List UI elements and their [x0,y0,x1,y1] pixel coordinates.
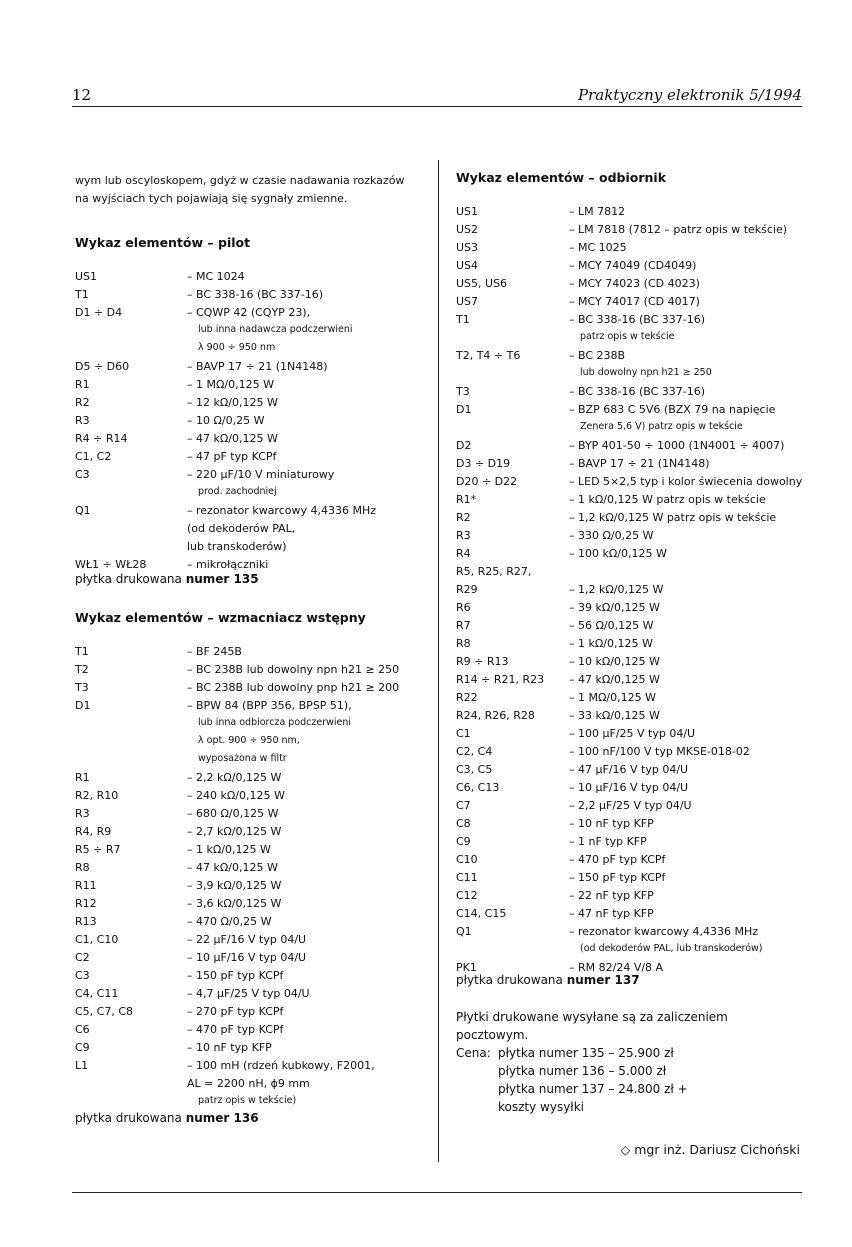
part-value: – 2,2 μF/25 V typ 04/U [569,799,692,812]
parts-row [75,861,435,879]
part-designator: C3 [75,969,90,982]
parts-row [75,378,435,396]
parts-row [456,727,826,745]
part-value: (od dekoderów PAL, lub transkoderów) [580,943,763,954]
part-designator: C1 [456,727,471,740]
part-designator: R12 [75,897,97,910]
parts-row [456,943,826,961]
part-value: – 470 pF typ KCPf [187,1023,284,1036]
part-value: – 1,2 kΩ/0,125 W patrz opis w tekście [569,511,777,524]
part-value: – MCY 74017 (CD 4017) [569,295,700,308]
part-value: Zenera 5,6 V) patrz opis w tekście [580,421,743,432]
part-designator: R4 ÷ R14 [75,432,128,445]
part-designator: R2 [456,511,471,524]
part-value: λ 900 ÷ 950 nm [198,342,276,353]
parts-row [75,753,435,771]
parts-row [75,432,435,450]
parts-row [456,745,826,763]
part-designator: R7 [456,619,471,632]
part-value: – 4,7 μF/25 V typ 04/U [187,987,310,1000]
parts-row [456,619,826,637]
part-designator: R1* [456,493,477,506]
preamp-parts-list [75,645,435,1113]
part-designator: R5 ÷ R7 [75,843,121,856]
parts-row [456,925,826,943]
part-designator: C12 [456,889,478,902]
part-designator: R14 ÷ R21, R23 [456,673,545,686]
part-designator: R6 [456,601,471,614]
part-value: – BF 245B [187,645,242,658]
part-designator: C9 [456,835,471,848]
part-designator: D1 [75,699,91,712]
part-designator: C11 [456,871,478,884]
parts-row [456,439,826,457]
part-value: – 47 kΩ/0,125 W [187,861,278,874]
part-value: – 47 kΩ/0,125 W [187,432,278,445]
parts-row [75,288,435,306]
price-2: płytka numer 136 – 5.000 zł [498,1064,667,1078]
part-value: – BC 338-16 (BC 337-16) [569,385,706,398]
parts-row [75,324,435,342]
part-designator: R5, R25, R27, [456,565,532,578]
part-designator: R2 [75,396,90,409]
part-value: – 1 nF typ KFP [569,835,647,848]
parts-row [456,763,826,781]
part-value: – 1 kΩ/0,125 W patrz opis w tekście [569,493,766,506]
parts-row [75,1023,435,1041]
parts-row [456,673,826,691]
part-designator: C9 [75,1041,90,1054]
parts-row [75,969,435,987]
part-designator: C6, C13 [456,781,500,794]
parts-row [75,522,435,540]
parts-row [75,789,435,807]
part-designator: US1 [456,205,479,218]
part-value: – LM 7818 (7812 – patrz opis w tekście) [569,223,788,236]
part-value: – 220 μF/10 V miniaturowy [187,468,335,481]
part-designator: D1 ÷ D4 [75,306,123,319]
parts-row [75,843,435,861]
parts-row [456,691,826,709]
part-value: – BC 238B lub dowolny pnp h21 ≥ 200 [187,681,400,694]
part-designator: US1 [75,270,98,283]
part-value: – 10 Ω/0,25 W [187,414,265,427]
parts-row [456,421,826,439]
part-value: – MC 1025 [569,241,627,254]
part-value: patrz opis w tekście [580,331,675,342]
pilot-board: płytka drukowana numer 135 [75,572,259,586]
part-designator: R4 [456,547,471,560]
part-designator: L1 [75,1059,89,1072]
part-value: – 1 MΩ/0,125 W [569,691,656,704]
parts-row [456,367,826,385]
part-value: – 3,9 kΩ/0,125 W [187,879,282,892]
pilot-title: Wykaz elementów – pilot [75,235,251,250]
part-value: – 100 mH (rdzeń kubkowy, F2001, [187,1059,375,1072]
part-value: – 2,7 kΩ/0,125 W [187,825,282,838]
part-designator: US4 [456,259,479,272]
part-value: – RM 82/24 V/8 A [569,961,664,974]
receiver-board-number: numer 137 [566,973,640,987]
part-designator: D5 ÷ D60 [75,360,130,373]
parts-row [75,342,435,360]
header-rule [72,106,802,107]
part-designator: C1, C2 [75,450,112,463]
part-designator: C4, C11 [75,987,119,1000]
part-value: – BC 238B [569,349,626,362]
part-value: – rezonator kwarcowy 4,4336 MHz [569,925,759,938]
author-signature: ◇ mgr inż. Dariusz Cichoński [620,1142,800,1157]
part-designator: R22 [456,691,478,704]
part-value: – 10 μF/16 V typ 04/U [569,781,689,794]
parts-row [75,1041,435,1059]
parts-row [456,385,826,403]
part-value: – BAVP 17 ÷ 21 (1N4148) [569,457,710,470]
receiver-title: Wykaz elementów – odbiornik [456,170,667,185]
part-designator: US7 [456,295,479,308]
parts-row [456,799,826,817]
part-designator: R13 [75,915,97,928]
part-value: – BAVP 17 ÷ 21 (1N4148) [187,360,328,373]
part-designator: R11 [75,879,97,892]
part-value: – BC 338-16 (BC 337-16) [187,288,324,301]
part-value: – 330 Ω/0,25 W [569,529,654,542]
parts-row [75,414,435,432]
part-designator: C2 [75,951,90,964]
part-designator: C10 [456,853,478,866]
part-designator: T1 [75,645,89,658]
part-designator: R4, R9 [75,825,112,838]
part-designator: R24, R26, R28 [456,709,535,722]
parts-row [75,735,435,753]
part-value: lub inna odbiorcza podczerwieni [198,717,352,728]
shipping-note [456,1008,728,1114]
parts-row [456,907,826,925]
part-value: – 10 nF typ KFP [187,1041,272,1054]
parts-row [75,468,435,486]
part-designator: R29 [456,583,478,596]
part-designator: C8 [456,817,471,830]
part-designator: C7 [456,799,471,812]
parts-row [75,1005,435,1023]
part-value: – 470 Ω/0,25 W [187,915,272,928]
parts-row [456,223,826,241]
part-value: (od dekoderów PAL, [187,522,296,535]
part-value: – 270 pF typ KCPf [187,1005,284,1018]
parts-row [456,817,826,835]
parts-row [75,771,435,789]
part-designator: US3 [456,241,479,254]
parts-row [75,504,435,522]
parts-row [75,699,435,717]
parts-row [456,475,826,493]
part-designator: R3 [75,807,90,820]
part-designator: Q1 [456,925,472,938]
part-value: lub inna nadawcza podczerwieni [198,324,353,335]
parts-row [75,717,435,735]
part-designator: T2 [75,663,89,676]
part-value: – 240 kΩ/0,125 W [187,789,285,802]
part-value: prod. zachodniej [198,486,277,497]
part-value: – 150 pF typ KCPf [569,871,666,884]
parts-row [456,529,826,547]
parts-row [456,889,826,907]
part-value: – mikrołączniki [187,558,269,571]
part-value: – 2,2 kΩ/0,125 W [187,771,282,784]
part-value: – 1 MΩ/0,125 W [187,378,274,391]
part-designator: T2, T4 ÷ T6 [456,349,521,362]
journal-title: Praktyczny elektronik 5/1994 [578,86,802,104]
part-value: – 47 μF/16 V typ 04/U [569,763,689,776]
page-number: 12 [72,86,92,104]
preamp-board-number: numer 136 [185,1111,259,1125]
part-designator: R1 [75,771,90,784]
part-designator: T3 [75,681,89,694]
shipping-line-2: pocztowym. [456,1028,529,1042]
parts-row [456,583,826,601]
part-designator: C6 [75,1023,90,1036]
parts-row [75,681,435,699]
part-value: – MCY 74049 (CD4049) [569,259,697,272]
parts-row [456,835,826,853]
part-value: – CQWP 42 (CQYP 23), [187,306,311,319]
part-value: – 100 kΩ/0,125 W [569,547,667,560]
parts-row [75,486,435,504]
part-designator: R3 [75,414,90,427]
parts-row [75,663,435,681]
preamp-board: płytka drukowana numer 136 [75,1111,259,1125]
part-designator: C14, C15 [456,907,507,920]
part-value: – 470 pF typ KCPf [569,853,666,866]
price-row-2 [456,1062,728,1080]
parts-row [75,1059,435,1077]
part-designator: R3 [456,529,471,542]
parts-row [75,396,435,414]
part-value: – 56 Ω/0,125 W [569,619,654,632]
part-value: – 12 kΩ/0,125 W [187,396,278,409]
part-value: – 10 kΩ/0,125 W [569,655,660,668]
part-value: – BZP 683 C 5V6 (BZX 79 na napięcie [569,403,776,416]
parts-row [456,205,826,223]
parts-row [75,825,435,843]
price-3: płytka numer 137 – 24.800 zł + koszty wysyłki [498,1082,688,1114]
parts-row [456,709,826,727]
price-label: Cena: [456,1046,491,1060]
part-value: – 680 Ω/0,125 W [187,807,279,820]
parts-row [75,933,435,951]
parts-row [75,987,435,1005]
part-value: – BC 338-16 (BC 337-16) [569,313,706,326]
receiver-board: płytka drukowana numer 137 [456,973,640,987]
parts-row [456,403,826,421]
parts-row [75,270,435,288]
parts-row [456,331,826,349]
parts-row [456,241,826,259]
preamp-title: Wykaz elementów – wzmacniacz wstępny [75,610,366,625]
part-value: lub transkoderów) [187,540,287,553]
parts-row [456,457,826,475]
part-designator: R8 [456,637,471,650]
part-value: – 100 μF/25 V typ 04/U [569,727,696,740]
part-value: – BPW 84 (BPP 356, BPSP 51), [187,699,352,712]
part-value: – 22 μF/16 V typ 04/U [187,933,307,946]
receiver-parts-list [456,205,826,979]
part-value: lub dowolny npn h21 ≥ 250 [580,367,712,378]
part-designator: PK1 [456,961,477,974]
part-value: – 1 kΩ/0,125 W [187,843,271,856]
parts-row [456,349,826,367]
part-designator: T1 [75,288,89,301]
part-value: – MCY 74023 (CD 4023) [569,277,700,290]
part-value: AL = 2200 nH, ϕ9 mm [187,1077,310,1090]
part-designator: D3 ÷ D19 [456,457,511,470]
parts-row [456,637,826,655]
parts-row [456,565,826,583]
part-value: λ opt. 900 ÷ 950 nm, [198,735,300,746]
parts-row [456,871,826,889]
part-designator: C5, C7, C8 [75,1005,134,1018]
parts-row [75,951,435,969]
price-row-3 [456,1080,728,1114]
intro-paragraph: wym lub oscyloskopem, gdyż w czasie nadawania rozkazów na wyjściach tych pojawiają się sygnały zmienne. [75,174,405,205]
part-designator: C3 [75,468,90,481]
parts-row [75,306,435,324]
part-value: – 10 μF/16 V typ 04/U [187,951,307,964]
parts-row [75,879,435,897]
part-designator: R8 [75,861,90,874]
parts-row [456,313,826,331]
parts-row [75,1077,435,1095]
parts-row [75,645,435,663]
part-value: – 47 pF typ KCPf [187,450,277,463]
parts-row [75,915,435,933]
part-value: – 1,2 kΩ/0,125 W [569,583,664,596]
parts-row [456,601,826,619]
parts-row [75,540,435,558]
parts-row [456,295,826,313]
part-designator: Q1 [75,504,91,517]
parts-row [75,807,435,825]
parts-row [456,781,826,799]
pilot-board-number: numer 135 [185,572,259,586]
part-designator: C1, C10 [75,933,119,946]
footer-rule [72,1192,802,1193]
parts-row [75,897,435,915]
part-value: – 1 kΩ/0,125 W [569,637,653,650]
part-value: – 33 kΩ/0,125 W [569,709,660,722]
parts-row [456,511,826,529]
part-designator: R1 [75,378,90,391]
part-designator: C2, C4 [456,745,493,758]
part-designator: D20 ÷ D22 [456,475,518,488]
part-value: – 100 nF/100 V typ MKSE-018-02 [569,745,750,758]
part-designator: T3 [456,385,470,398]
part-value: – MC 1024 [187,270,245,283]
parts-row [75,360,435,378]
part-value: – rezonator kwarcowy 4,4336 MHz [187,504,377,517]
parts-row [456,493,826,511]
part-value: – 47 kΩ/0,125 W [569,673,660,686]
part-designator: WŁ1 ÷ WŁ28 [75,558,147,571]
part-designator: D1 [456,403,472,416]
part-value: patrz opis w tekście) [198,1095,297,1106]
part-value: – LM 7812 [569,205,626,218]
parts-row [456,277,826,295]
part-value: – 47 nF typ KFP [569,907,654,920]
part-value: – BYP 401-50 ÷ 1000 (1N4001 ÷ 4007) [569,439,785,452]
part-value: – 22 nF typ KFP [569,889,654,902]
parts-row [456,655,826,673]
parts-row [75,450,435,468]
price-row-1 [456,1044,728,1062]
pilot-parts-list [75,270,435,576]
part-designator: T1 [456,313,470,326]
part-designator: US5, US6 [456,277,508,290]
part-designator: US2 [456,223,479,236]
part-value: – 150 pF typ KCPf [187,969,284,982]
part-value: – BC 238B lub dowolny npn h21 ≥ 250 [187,663,400,676]
parts-row [456,547,826,565]
part-designator: D2 [456,439,472,452]
part-value: – 10 nF typ KFP [569,817,654,830]
part-value: – 3,6 kΩ/0,125 W [187,897,282,910]
part-designator: C3, C5 [456,763,493,776]
part-value: – 39 kΩ/0,125 W [569,601,660,614]
price-1: płytka numer 135 – 25.900 zł [498,1046,674,1060]
parts-row [456,259,826,277]
part-designator: R9 ÷ R13 [456,655,509,668]
column-divider [438,160,439,1162]
shipping-line-1: Płytki drukowane wysyłane są za zaliczeniem [456,1010,728,1024]
parts-row [456,853,826,871]
part-value: – LED 5×2,5 typ i kolor świecenia dowolny [569,475,803,488]
part-value: wyposażona w filtr [198,753,287,764]
part-designator: R2, R10 [75,789,119,802]
page-header [72,86,802,106]
